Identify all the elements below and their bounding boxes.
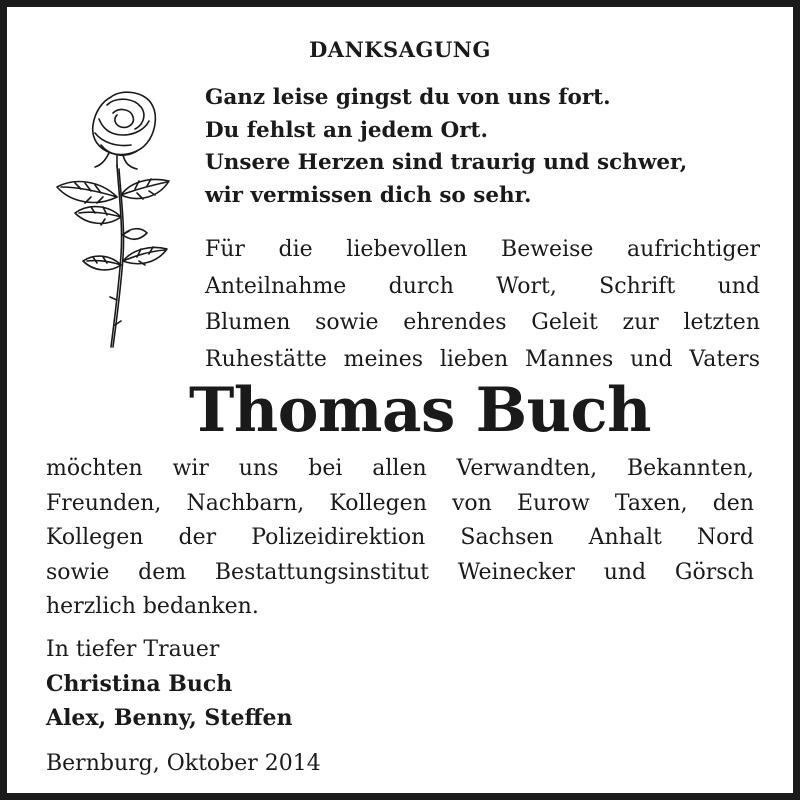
poem-verse (205, 82, 765, 212)
mourner-name: Christina Buch (46, 671, 233, 697)
signoff-intro: In tiefer Trauer (46, 637, 220, 662)
body-line: Kollegen der Polizeidirektion Sachsen Anhalt Nord (46, 525, 754, 550)
thanks-line: Für die liebevollen Beweise aufrichtiger (205, 237, 760, 262)
signoff-block (46, 633, 646, 735)
place-date: Bernburg, Oktober 2014 (46, 751, 321, 776)
notice-heading: DANKSAGUNG (309, 37, 491, 62)
poem-line: Unsere Herzen sind traurig und schwer, (205, 150, 688, 175)
poem-line: wir vermissen dich so sehr. (205, 182, 532, 208)
poem-line: Du fehlst an jedem Ort. (205, 117, 488, 143)
body-line: Freunden, Nachbarn, Kollegen von Eurow Taxen, den (46, 490, 754, 516)
thanks-line: Ruhestätte meines lieben Mannes und Vaters (205, 346, 760, 372)
thanks-paragraph (205, 232, 760, 378)
children-names: Alex, Benny, Steffen (46, 705, 293, 731)
rose-icon (51, 85, 177, 355)
thanks-line: Anteilnahme durch Wort, Schrift und (205, 273, 760, 299)
deceased-name: Thomas Buch (189, 375, 651, 446)
body-line: möchten wir uns bei allen Verwandten, Bekannten, (46, 456, 754, 481)
poem-line: Ganz leise gingst du von uns fort. (205, 85, 611, 110)
thanks-line: Blumen sowie ehrendes Geleit zur letzten (205, 310, 760, 335)
body-paragraph (46, 452, 754, 625)
body-line: herzlich bedanken. (46, 594, 259, 619)
body-line: sowie dem Bestattungsinstitut Weinecker und Görsch (46, 559, 754, 585)
